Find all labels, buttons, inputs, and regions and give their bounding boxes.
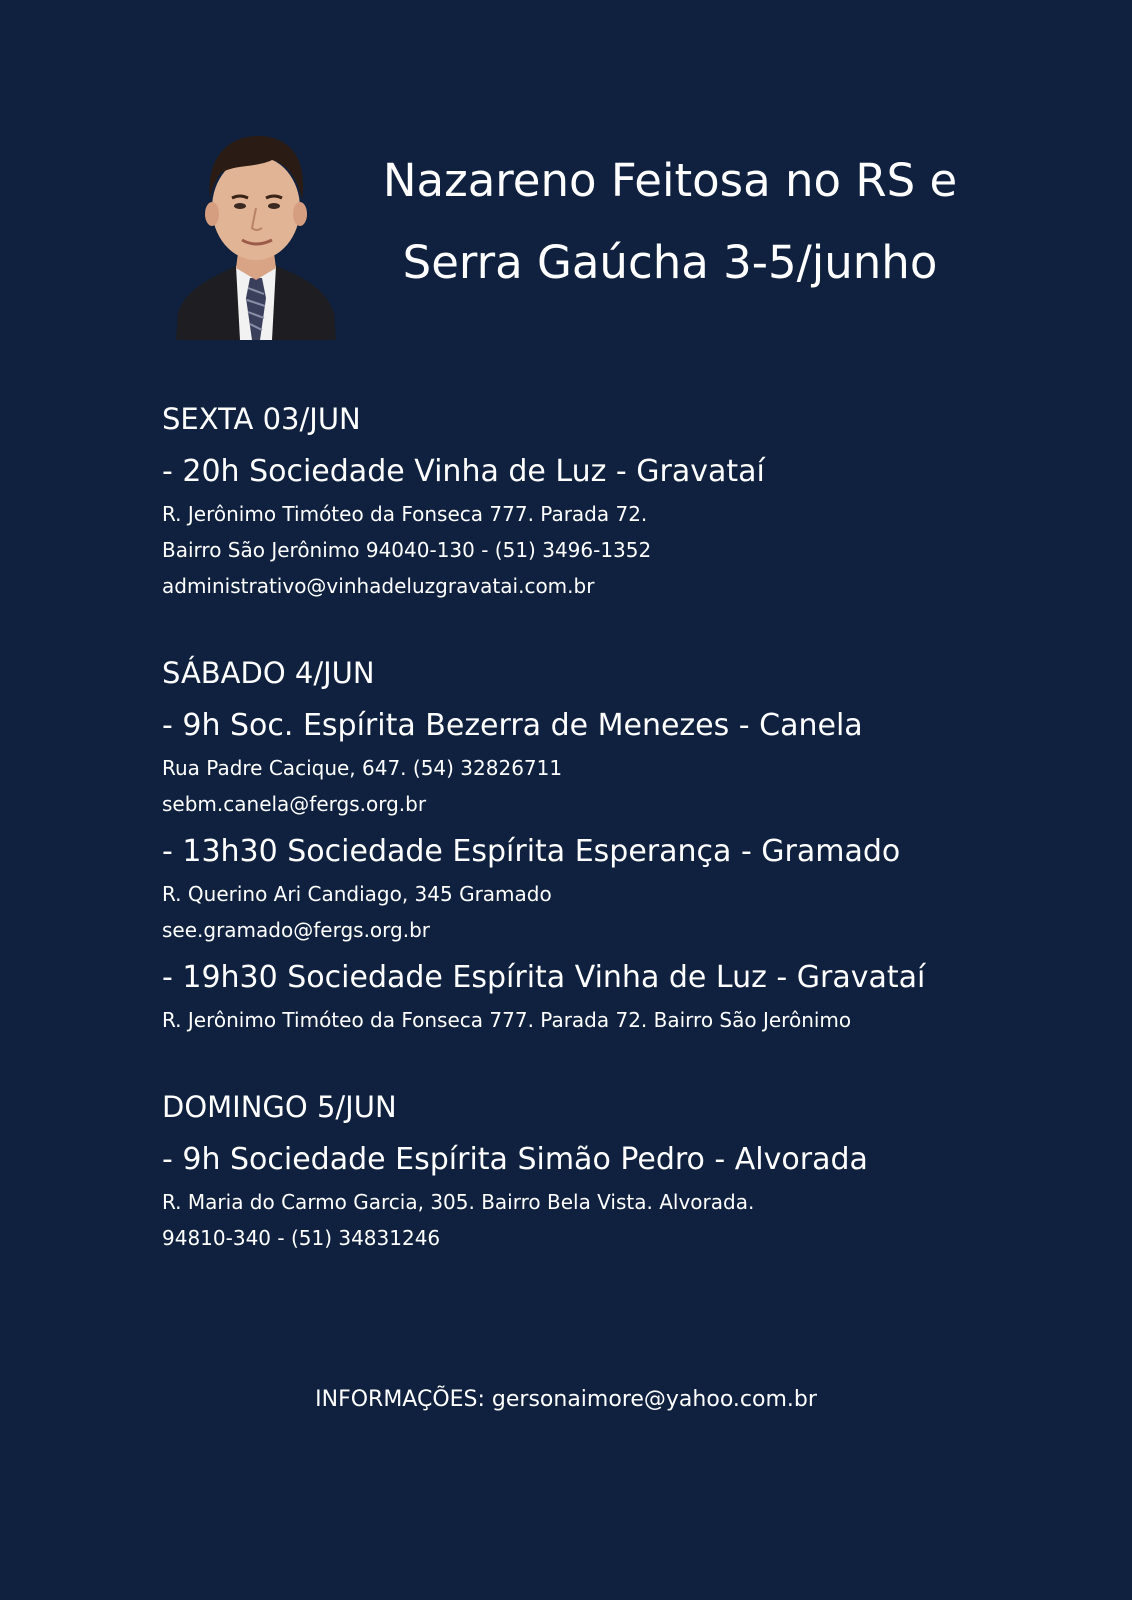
event-address: 94810-340 - (51) 34831246 xyxy=(162,1226,441,1250)
event-address: R. Maria do Carmo Garcia, 305. Bairro Bela Vista. Alvorada. xyxy=(162,1190,755,1214)
day-heading: DOMINGO 5/JUN xyxy=(162,1090,397,1124)
day-friday xyxy=(162,398,1062,604)
event-address: R. Jerônimo Timóteo da Fonseca 777. Parada 72. xyxy=(162,502,648,526)
event-address: R. Querino Ari Candiago, 345 Gramado xyxy=(162,882,552,906)
event-email: see.gramado@fergs.org.br xyxy=(162,918,430,942)
event-email: sebm.canela@fergs.org.br xyxy=(162,792,427,816)
title-line-2: Serra Gaúcha 3-5/junho xyxy=(402,236,938,289)
title-line-1: Nazareno Feitosa no RS e xyxy=(382,154,958,207)
speaker-portrait xyxy=(176,128,336,340)
event-title: - 13h30 Sociedade Espírita Esperança - Gramado xyxy=(162,834,901,869)
event-title: - 9h Sociedade Espírita Simão Pedro - Alvorada xyxy=(162,1142,868,1177)
event-item xyxy=(162,830,1062,948)
event-title: - 19h30 Sociedade Espírita Vinha de Luz - Gravataí xyxy=(162,960,926,995)
event-item xyxy=(162,704,1062,822)
day-sunday xyxy=(162,1086,1062,1256)
day-heading: SEXTA 03/JUN xyxy=(162,402,361,436)
day-heading: SÁBADO 4/JUN xyxy=(162,656,375,690)
event-address: Bairro São Jerônimo 94040-130 - (51) 3496-1352 xyxy=(162,538,652,562)
event-address: R. Jerônimo Timóteo da Fonseca 777. Parada 72. Bairro São Jerônimo xyxy=(162,1008,852,1032)
day-saturday xyxy=(162,652,1062,1038)
event-item xyxy=(162,956,1062,1038)
event-title: - 20h Sociedade Vinha de Luz - Gravataí xyxy=(162,454,765,489)
event-item xyxy=(162,450,1062,604)
contact-info: INFORMAÇÕES: gersonaimore@yahoo.com.br xyxy=(315,1387,817,1412)
event-item xyxy=(162,1138,1062,1256)
event-address: Rua Padre Cacique, 647. (54) 32826711 xyxy=(162,756,563,780)
event-title: - 9h Soc. Espírita Bezerra de Menezes - Canela xyxy=(162,708,863,743)
schedule xyxy=(162,398,1062,1256)
flyer-title xyxy=(360,140,980,304)
event-email: administrativo@vinhadeluzgravatai.com.br xyxy=(162,574,595,598)
